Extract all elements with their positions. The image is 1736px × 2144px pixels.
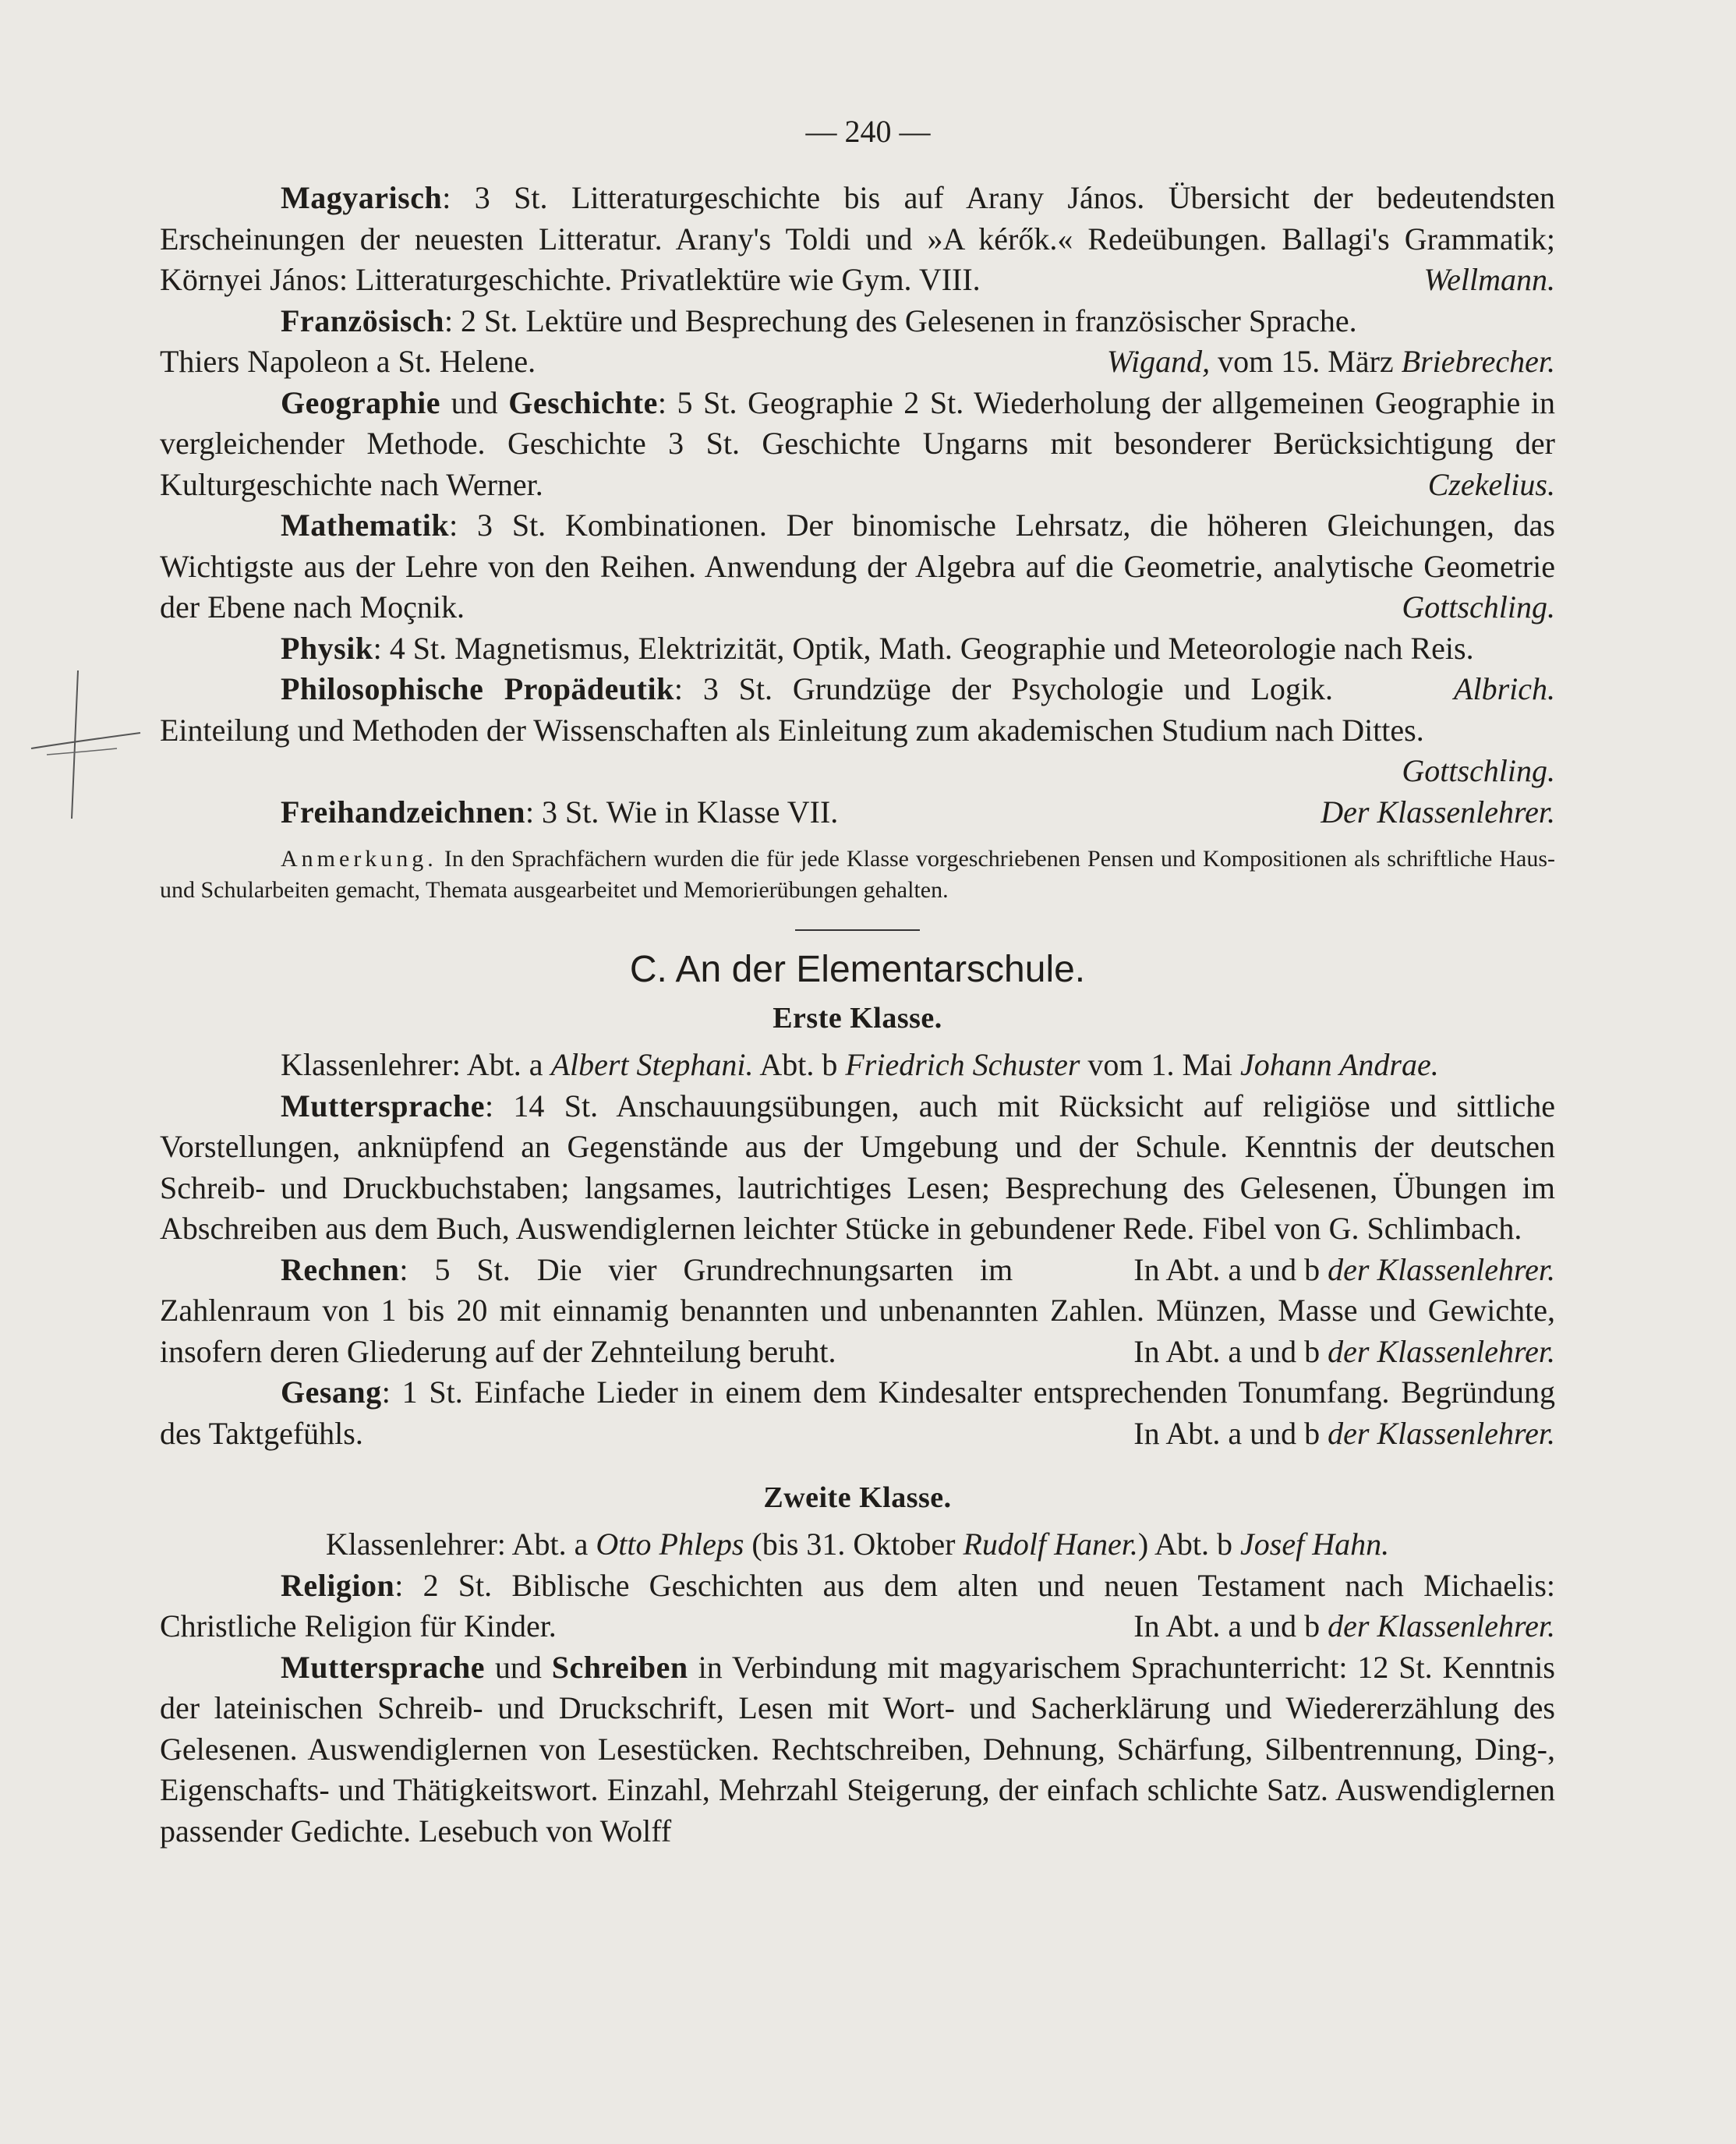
note-paragraph bbox=[160, 844, 1555, 906]
subject-heading: Magyarisch bbox=[281, 180, 443, 215]
paragraph-text: : 1 St. Einfache Lieder in einem dem Kindesalter entsprechenden Tonumfang. Begründung des Taktgefühls. bbox=[160, 1374, 1555, 1451]
class-title-second: Zweite Klasse. bbox=[763, 1481, 952, 1514]
paragraph-muttersprache-2 bbox=[160, 1647, 1555, 1852]
text-block bbox=[160, 178, 1555, 1852]
teacher-name: der Klassenlehrer. bbox=[1328, 1251, 1555, 1287]
teacher-line bbox=[1013, 1413, 1555, 1455]
teacher-name: Johann Andrae. bbox=[1239, 1047, 1439, 1082]
paragraph-franzoesisch bbox=[160, 301, 1555, 342]
subject-heading: Rechnen bbox=[281, 1251, 400, 1287]
subject-heading: Physik bbox=[281, 630, 373, 666]
paragraph-text: : 3 St. Litteraturgeschichte bis auf Arany János. Übersicht der bedeutendsten Erscheinungen der neuesten Litteratur. Arany's Toldi und »A kérők.« Redeübungen. Ballagi's Grammatik; Környei János: Litteraturgeschichte. Privatlektüre wie Gym. VIII. bbox=[160, 180, 1555, 297]
subject-heading: Geographie bbox=[281, 384, 440, 420]
paragraph-text: in Verbindung mit magyarischem Sprachunterricht: 12 St. Kenntnis der lateinischen Schreib- und Druckschrift, Lesen mit Wort- und Sacherklärung und Wiedererzählung des Gelesenen. Auswendiglernen von Lesestücken. Rechtschreiben, Dehnung, Schärfung, Silbentrennung, Ding-, Eigenschafts- und Thätigkeitswort. Einzahl, Mehrzahl Steigerung, der einfach schlichte Satz. Auswendiglernen passender Gedichte. Lesebuch von Wolff bbox=[160, 1649, 1555, 1849]
subject-heading: Geschichte bbox=[508, 384, 658, 420]
class-title-first: Erste Klasse. bbox=[773, 1002, 942, 1035]
paragraph-text: : 2 St. Lektüre und Besprechung des Gelesenen in französischer Sprache. bbox=[444, 302, 1357, 338]
teacher-name: Otto Phleps bbox=[596, 1527, 744, 1562]
teacher-date bbox=[1107, 341, 1555, 383]
teacher-name: Der Klassenlehrer. bbox=[1321, 794, 1555, 830]
paragraph-text: : 2 St. Biblische Geschichten aus dem alten und neuen Testament nach Michaelis: Christliche Religion für Kinder. bbox=[160, 1567, 1555, 1643]
teacher-prefix: In Abt. a und b bbox=[1133, 1251, 1328, 1287]
class-teacher-line bbox=[160, 1524, 1555, 1566]
note-text: In den Sprachfächern wurden die für jede Klasse vorgeschriebenen Pensen und Kompositionen als schriftliche Haus- und Schularbeiten gemacht, Themata ausgearbeitet und Memorierübungen gehalten. bbox=[160, 846, 1555, 903]
subject-heading: Muttersprache bbox=[281, 1088, 485, 1123]
divider-rule bbox=[795, 929, 920, 931]
class-teacher-line bbox=[160, 1045, 1555, 1086]
teacher-line bbox=[1013, 1250, 1555, 1291]
teacher-name: der Klassenlehrer. bbox=[1328, 1415, 1555, 1451]
subject-heading: Religion bbox=[281, 1567, 395, 1603]
subject-heading: Gesang bbox=[281, 1374, 382, 1410]
teacher-label: Abt. b bbox=[753, 1047, 846, 1082]
paragraph-freihandzeichnen bbox=[160, 792, 1555, 833]
teacher-label: Klassenlehrer: Abt. a bbox=[281, 1047, 551, 1082]
paragraph-text: : 14 St. Anschauungsübungen, auch mit Rücksicht auf religiöse und sittliche Vorstellungen, anknüpfend an Gegenstände aus der Umgebung und der Schule. Kenntnis der deutschen Schreib- und Druckbuchstaben; langsames, lautrichtiges Lesen; Besprechung des Gelesenen, Übungen im Abschreiben aus dem Buch, Auswendiglernen leichter Stücke in gebundener Rede. Fibel von G. Schlimbach. bbox=[160, 1088, 1555, 1246]
paragraph-gesang bbox=[160, 1372, 1555, 1454]
teacher-label: vom 1. Mai bbox=[1080, 1047, 1240, 1082]
teacher-line bbox=[1013, 1606, 1555, 1647]
subject-heading: Französisch bbox=[281, 302, 444, 338]
teacher-name: Gottschling. bbox=[1402, 589, 1555, 624]
connector-text: und bbox=[440, 384, 509, 420]
subject-heading: Philosophische Propädeutik bbox=[281, 671, 674, 706]
teacher-name: Briebrecher. bbox=[1401, 344, 1555, 379]
teacher-name: Friedrich Schuster bbox=[845, 1047, 1080, 1082]
date-text: vom 15. März bbox=[1210, 344, 1402, 379]
paragraph-franzoesisch-line2 bbox=[160, 341, 1555, 383]
teacher-prefix: In Abt. a und b bbox=[1133, 1333, 1328, 1369]
teacher-name: Albrich. bbox=[1454, 671, 1555, 706]
teacher-prefix: In Abt. a und b bbox=[1133, 1415, 1328, 1451]
note-label: Anmerkung. bbox=[281, 846, 437, 872]
paragraph-religion bbox=[160, 1566, 1555, 1647]
paragraph-text: : 4 St. Magnetismus, Elektrizität, Optik, Math. Geographie und Meteorologie nach Reis. bbox=[373, 630, 1474, 666]
subject-heading: Schreiben bbox=[551, 1649, 688, 1685]
teacher-line bbox=[1013, 1332, 1555, 1373]
teacher-name: Wellmann. bbox=[1423, 262, 1555, 297]
connector-text: und bbox=[484, 1649, 552, 1685]
paragraph-text: Thiers Napoleon a St. Helene. bbox=[160, 344, 536, 379]
paragraph-magyarisch bbox=[160, 178, 1555, 301]
teacher-name: Josef Hahn. bbox=[1240, 1527, 1390, 1562]
pencil-cross-mark bbox=[23, 670, 164, 826]
paragraph-text: : 3 St. Grundzüge der Psychologie und Logik. Einteilung und Methoden der Wissenschaften als Einleitung zum akademischen Studium nach Dittes. bbox=[160, 671, 1424, 748]
paragraph-mathematik bbox=[160, 505, 1555, 628]
teacher-label: (bis 31. Oktober bbox=[744, 1527, 963, 1562]
teacher-name: Gottschling. bbox=[1402, 753, 1555, 788]
teacher-name: der Klassenlehrer. bbox=[1328, 1333, 1555, 1369]
section-title: C. An der Elementarschule. bbox=[629, 949, 1086, 990]
page-number: — 240 — bbox=[805, 114, 931, 149]
subject-heading: Freihandzeichnen bbox=[281, 794, 525, 830]
teacher-name: Wigand, bbox=[1106, 344, 1211, 379]
subject-heading: Mathematik bbox=[281, 508, 450, 543]
paragraph-geographie bbox=[160, 383, 1555, 506]
paragraph-text: : 3 St. Wie in Klasse VII. bbox=[525, 794, 839, 830]
teacher-label: ) Abt. b bbox=[1137, 1527, 1241, 1562]
paragraph-text: : 3 St. Kombinationen. Der binomische Lehrsatz, die höheren Gleichungen, das Wichtigste aus der Lehre von den Reihen. Anwendung der Algebra auf die Geometrie, analytische Geometrie der Ebene nach Moçnik. bbox=[160, 508, 1555, 624]
teacher-name: der Klassenlehrer. bbox=[1328, 1608, 1555, 1643]
teacher-name: Czekelius. bbox=[1427, 466, 1555, 502]
teacher-label: Klassenlehrer: Abt. a bbox=[325, 1527, 596, 1562]
teacher-name: Rudolf Haner. bbox=[963, 1527, 1138, 1562]
paragraph-text: : 5 St. Geographie 2 St. Wiederholung der allgemeinen Geographie in vergleichender Methode. Geschichte 3 St. Geschichte Ungarns mit besonderer Berücksichtigung der Kulturgeschichte nach Werner. bbox=[160, 384, 1556, 502]
teacher-name: Albert Stephani. bbox=[550, 1047, 754, 1082]
subject-heading: Muttersprache bbox=[281, 1649, 485, 1685]
paragraph-text: : 5 St. Die vier Grundrechnungsarten im Zahlenraum von 1 bis 20 mit einnamig benannten und unbenannten Zahlen. Münzen, Masse und Gewichte, insofern deren Gliederung auf der Zehnteilung beruht. bbox=[160, 1251, 1555, 1369]
teacher-prefix: In Abt. a und b bbox=[1133, 1608, 1328, 1643]
